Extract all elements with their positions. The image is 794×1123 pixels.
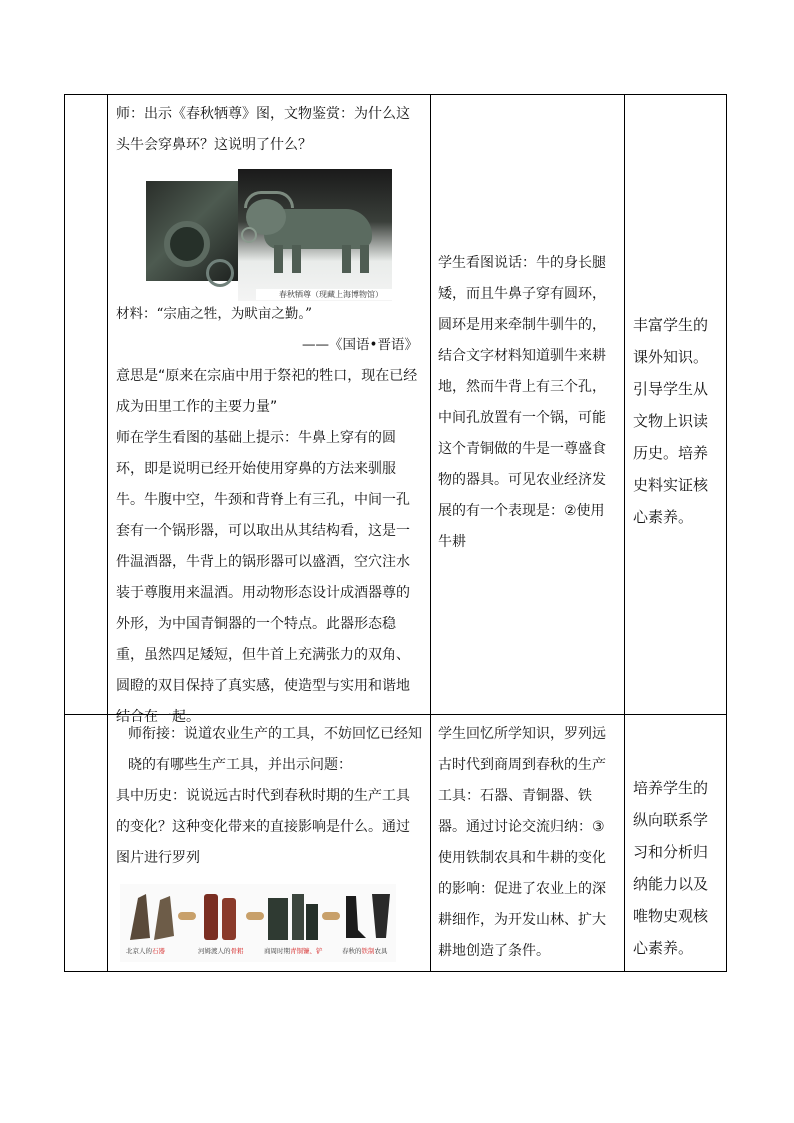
student-activity-text: 学生看图说话：牛的身长腿矮，而且牛鼻子穿有圆环，圆环是用来牵制牛驯牛的，结合文字材料知道驯牛来耕地，然而牛背上有三个孔，中间孔放置有一个锅，可能这个青铜做的牛是一尊盛食物的器具。可见农业经济发展的有一个表现是：②使用牛耕 (438, 255, 606, 550)
material-source: ——《国语•晋语》 (302, 337, 418, 353)
design-intent-text: 丰富学生的课外知识。引导学生从文物上识读历史。培养史料实证核心素养。 (633, 316, 709, 526)
teacher-hint-text: 师在学生看图的基础上提示：牛鼻上穿有的圆环，即是说明已经开始使用穿鼻的方法来驯服牛。牛腹中空，牛颈和背脊上有三孔，中间一孔套有一个锅形器，可以取出从其结构看，这是一件温酒器，牛背上的锅形器可以盛酒，空穴注水装于尊腹用来温酒。用动物形态设计成酒器尊的外形，为中国青铜器的一个特点。此器形态稳重，虽然四足矮短，但牛首上充满张力的双角、圆瞪的双目保持了真实感，使造型与实用和谐地结合在一起。 (116, 430, 410, 725)
tool-caption: 河姆渡人的骨耜 (198, 947, 244, 955)
transition-text: 师衔接：说道农业生产的工具，不妨回忆已经知晓的有哪些生产工具，并出示问题： (128, 726, 422, 773)
question-text: 师：出示《春秋牺尊》图，文物鉴赏：为什么这头牛会穿鼻环？这说明了什么？ (116, 106, 410, 153)
ox-leg (292, 245, 301, 273)
arrow-icon (178, 912, 196, 920)
ox-horn-shape (244, 191, 294, 208)
empty-cell (65, 715, 108, 972)
arrow-icon (322, 912, 340, 920)
figure-caption: 春秋牺尊（现藏上海博物馆） (256, 289, 406, 300)
ox-head-closeup-image (146, 181, 244, 281)
teaching-content-cell (108, 95, 431, 725)
ox-nose-ring-shape (241, 227, 257, 243)
empty-cell (65, 95, 108, 715)
lesson-table (64, 94, 727, 972)
ox-eye-detail (164, 221, 210, 267)
material-quote: 材料：“宗庙之牲，为畎亩之勤。” (116, 306, 313, 322)
teaching-content-cell (108, 715, 431, 972)
ox-leg (360, 245, 369, 273)
tool-caption: 春秋的铁制农具 (342, 947, 388, 955)
ox-leg (342, 245, 351, 273)
design-intent-text: 培养学生的纵向联系学习和分析归纳能力以及唯物史观核心素养。 (633, 779, 709, 957)
bone-spade-icon (196, 890, 246, 942)
student-activity-cell (431, 95, 625, 715)
table-row (65, 95, 727, 715)
ox-zun-figure (146, 169, 392, 299)
iron-tools-icon (342, 890, 394, 942)
student-activity-cell (431, 715, 625, 972)
stone-tool-icon (124, 890, 180, 942)
tools-figure (120, 884, 396, 962)
meaning-text: 意思是“原来在宗庙中用于祭祀的牲口，现在已经成为田里工作的主要力量” (116, 368, 418, 415)
arrow-icon (246, 912, 264, 920)
bronze-tools-icon (264, 890, 322, 942)
student-activity-text: 学生回忆所学知识，罗列远古时代到商周到春秋的生产工具：石器、青铜器、铁器。通过讨论交流归纳：③使用铁制农具和牛耕的变化的影响：促进了农业上的深耕细作，为开发山林、扩大耕地创造了条件。 (438, 726, 606, 959)
design-intent-cell (625, 715, 727, 972)
nose-ring-detail (206, 259, 234, 287)
question-text: 具中历史：说说远古时代到春秋时期的生产工具的变化？这种变化带来的直接影响是什么。通过图片进行罗列 (116, 788, 410, 866)
table-row (65, 715, 727, 972)
tool-caption: 北京人的石器 (126, 947, 165, 955)
design-intent-cell (625, 95, 727, 715)
tool-caption: 商周时期青铜镰、铲 (264, 947, 323, 955)
ox-leg (274, 245, 283, 273)
